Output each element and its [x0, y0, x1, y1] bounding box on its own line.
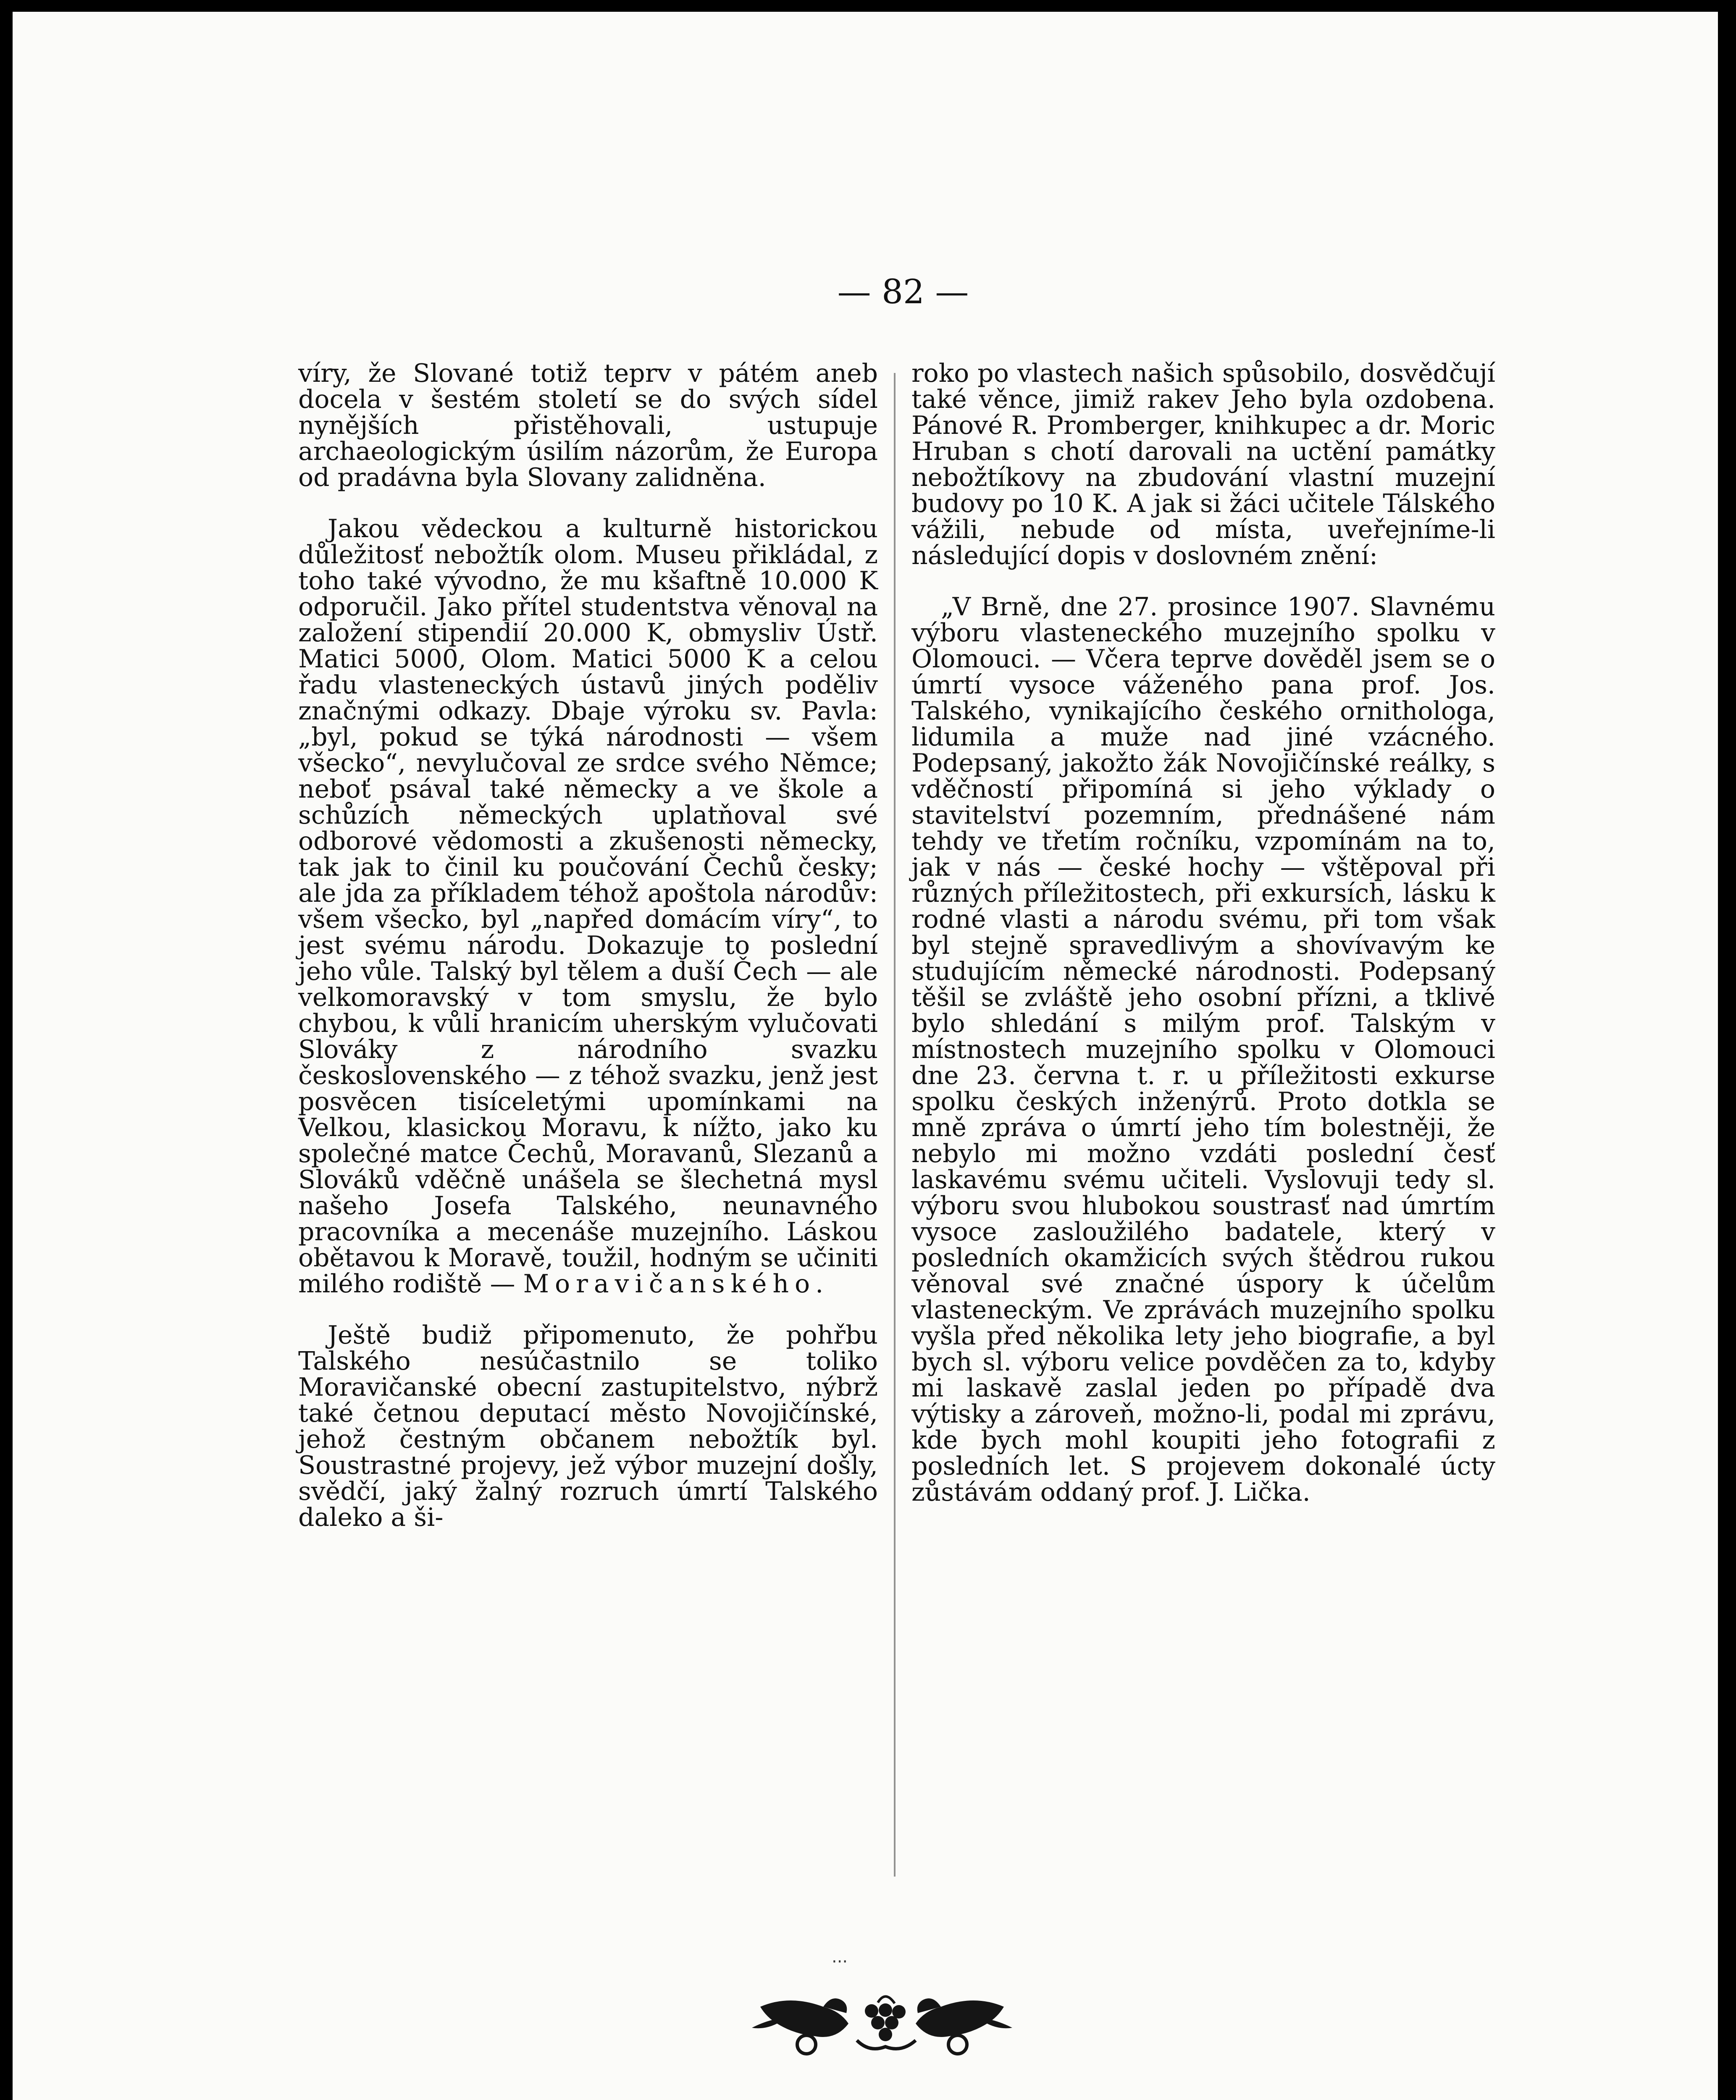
left-paragraph-2: [298, 516, 878, 1297]
right-paragraph-2: „V Brně, dne 27. prosince 1907. Slavnému výboru vlasteneckého muzejního spolku v Olomouci. — Včera teprve dověděl jsem se o úmrtí vysoce váženého pana prof. Jos. Talského, vynikajícího českého ornithologa, lidumila a muže nad jiné vzácného. Podepsaný, jakožto žák Novojičínské reálky, s vděčností připomíná si jeho výklady o stavitelství pozemním, přednášené nám tehdy ve třetím ročníku, vzpomínám na to, jak v nás — české hochy — vštěpoval při různých příležitostech, při exkursích, lásku k rodné vlasti a národu svému, při tom však byl stejně spravedlivým a shovívavým ke studujícím německé národnosti. Podepsaný těšil se zvláště jeho osobní přízni, a tklivé bylo shledání s milým prof. Talským v místnostech muzejního spolku v Olomouci dne 23. června t. r. u příležitosti exkurse spolku českých inženýrů. Proto dotkla se mně zpráva o úmrtí jeho tím bolestněji, že nebylo mi možno vzdáti poslední česť laskavému svému učiteli. Vyslovuji tedy sl. výboru svou hlubokou soustrasť nad úmrtím vysoce zasloužilého badatele, který v posledních okamžicích svých štědrou rukou věnoval své značné úspory k účelům vlasteneckým. Ve zprávách muzejního spolku vyšla před několika lety jeho biografie, a byl bych sl. výboru velice povděčen za to, kdyby mi laskavě zaslal jeden po případě dva výtisky a zároveň, možno-li, podal mi zprávu, kde bych mohl koupiti jeho fotografii z posledních let. S projevem dokonalé úcty zůstávám oddaný prof. J. Lička.: [911, 592, 1495, 1507]
page-number: — 82 —: [837, 272, 969, 311]
left-paragraph-2-spaced: Moravičanského.: [523, 1269, 830, 1299]
right-paragraph-1: roko po vlastech našich spůsobilo, dosvědčují také věnce, jimiž rakev Jeho byla ozdobena. Pánové R. Promberger, knihkupec a dr. Moric Hruban s chotí darovali na uctění památky nebožtíkovy na zbudování vlastní muzejní budovy po 10 K. A jak si žáci učitele Tálského vážili, nebude od místa, uveřejníme-li následující dopis v doslovném znění:: [911, 359, 1495, 570]
document-page: [13, 12, 1718, 2100]
column-divider: [894, 373, 896, 1877]
right-column: [911, 360, 1495, 1530]
left-paragraph-1: víry, že Slované totiž teprv v pátém aneb docela v šestém století se do svých sídel nynějších přistěhovali, ustupuje archaeologickým úsilím názorům, že Europa od pradávna byla Slovany zalidněna.: [298, 359, 878, 492]
left-column: [298, 360, 878, 1556]
birds-ornament-icon: [752, 1977, 1012, 2061]
left-paragraph-2-text: Jakou vědeckou a kulturně historickou důležitosť nebožtík olom. Museu přikládal, z toho také vývodno, že mu kšaftně 10.000 K odporučil. Jako přítel studentstva věnoval na založení stipendií 20.000 K, obmysliv Ústř. Matici 5000, Olom. Matici 5000 K a celou řadu vlasteneckých ústavů jiných poděliv značnými odkazy. Dbaje výroku sv. Pavla: „byl, pokud se týká národnosti — všem všecko“, nevylučoval ze srdce svého Němce; neboť psával také německy a ve škole a schůzích německých uplatňoval své odborové vědomosti a zkušenosti německy, tak jak to činil ku poučování Čechů česky; ale jda za příkladem téhož apoštola národův: všem všecko, byl „napřed domácím víry“, to jest svému národu. Dokazuje to poslední jeho vůle. Talský byl tělem a duší Čech — ale velkomoravský v tom smyslu, že bylo chybou, k vůli hranicím uherským vylučovati Slováky z národního svazku československého — z téhož svazku, jenž jest posvěcen tisíceletými upomínkami na Velkou, klasickou Moravu, k nížto, jako ku společné matce Čechů, Moravanů, Slezanů a Slováků vděčně unášela se šlechetná mysl našeho Josefa Talského, neunavného pracovníka a mecenáše muzejního. Láskou obětavou k Moravě, toužil, hodným se učiniti milého rodiště —: [298, 514, 878, 1299]
left-paragraph-3: Ještě budiž připomenuto, že pohřbu Talského nesúčastnilo se toliko Moravičanské obecní zastupitelstvo, nýbrž také četnou deputací město Novojičínské, jehož čestným občanem nebožtík byl. Soustrastné projevy, jež výbor muzejní došly, svědčí, jaký žalný rozruch úmrtí Talského daleko a ši-: [298, 1320, 878, 1532]
ornament-dots: ···: [832, 1952, 848, 1971]
